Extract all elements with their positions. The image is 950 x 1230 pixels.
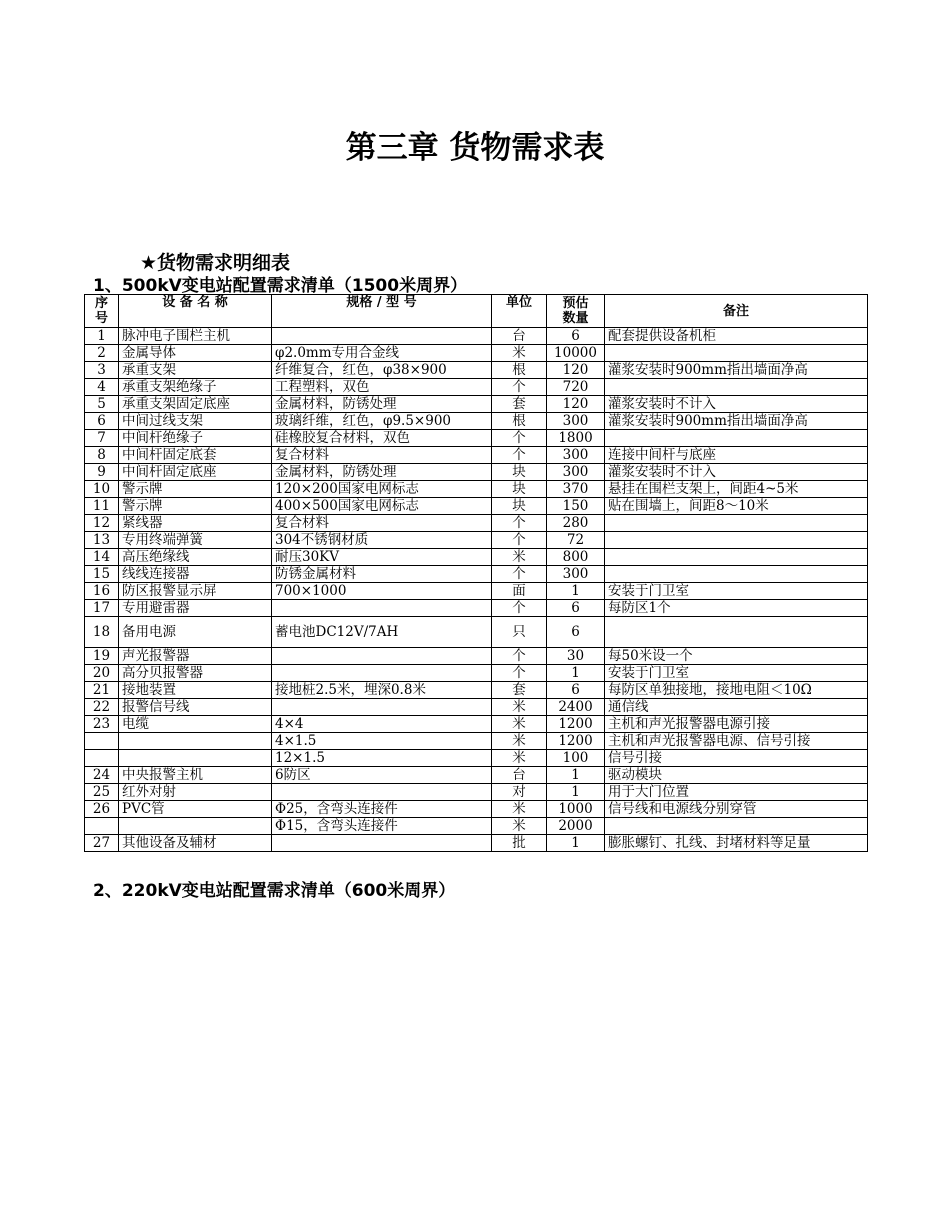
- cell-name: 中间杆固定底套: [119, 447, 272, 464]
- cell-spec: 接地桩2.5米，埋深0.8米: [272, 682, 492, 699]
- table-body: [85, 328, 868, 852]
- cell-qty: 1: [547, 665, 605, 682]
- cell-name: 声光报警器: [119, 648, 272, 665]
- cell-unit: 套: [492, 396, 547, 413]
- cell-no: 17: [85, 600, 119, 617]
- cell-qty: 1: [547, 835, 605, 852]
- cell-unit: 米: [492, 733, 547, 750]
- cell-spec: 4×1.5: [272, 733, 492, 750]
- cell-qty: 1200: [547, 716, 605, 733]
- cell-unit: 根: [492, 413, 547, 430]
- cell-name: 备用电源: [119, 617, 272, 648]
- cell-qty: 800: [547, 549, 605, 566]
- table-row: [85, 600, 868, 617]
- cell-qty: 720: [547, 379, 605, 396]
- cell-remark: 安装于门卫室: [605, 665, 868, 682]
- cell-remark: 连接中间杆与底座: [605, 447, 868, 464]
- cell-qty: 370: [547, 481, 605, 498]
- header-no-line1: 序: [94, 296, 108, 311]
- table-row: [85, 835, 868, 852]
- cell-no: 4: [85, 379, 119, 396]
- cell-qty: 6: [547, 617, 605, 648]
- cell-name: [119, 750, 272, 767]
- header-remark: 备注: [605, 295, 868, 328]
- cell-qty: 300: [547, 566, 605, 583]
- cell-no: 25: [85, 784, 119, 801]
- table-row: [85, 379, 868, 396]
- cell-no: 3: [85, 362, 119, 379]
- cell-unit: 个: [492, 532, 547, 549]
- cell-unit: 根: [492, 362, 547, 379]
- cell-no: 10: [85, 481, 119, 498]
- cell-no: 23: [85, 716, 119, 733]
- cell-remark: [605, 617, 868, 648]
- cell-no: 26: [85, 801, 119, 818]
- chapter-title: 第三章 货物需求表: [345, 130, 605, 166]
- cell-unit: 批: [492, 835, 547, 852]
- cell-no: 9: [85, 464, 119, 481]
- table-row: [85, 716, 868, 733]
- cell-remark: [605, 532, 868, 549]
- cell-qty: 120: [547, 362, 605, 379]
- cell-no: 1: [85, 328, 119, 345]
- cell-qty: 300: [547, 413, 605, 430]
- cell-name: 电缆: [119, 716, 272, 733]
- cell-qty: 1200: [547, 733, 605, 750]
- cell-no: 21: [85, 682, 119, 699]
- cell-unit: 个: [492, 665, 547, 682]
- cell-unit: 块: [492, 464, 547, 481]
- cell-no: [85, 818, 119, 835]
- table-row: [85, 566, 868, 583]
- cell-name: 承重支架: [119, 362, 272, 379]
- cell-unit: 块: [492, 498, 547, 515]
- cell-no: 15: [85, 566, 119, 583]
- cell-spec: 金属材料，防锈处理: [272, 464, 492, 481]
- cell-name: 紧线器: [119, 515, 272, 532]
- cell-name: 防区报警显示屏: [119, 583, 272, 600]
- cell-qty: 300: [547, 464, 605, 481]
- cell-spec: 复合材料: [272, 515, 492, 532]
- cell-spec: 400×500国家电网标志: [272, 498, 492, 515]
- cell-remark: 每50米设一个: [605, 648, 868, 665]
- cell-spec: 防锈金属材料: [272, 566, 492, 583]
- cell-no: 12: [85, 515, 119, 532]
- cell-name: 承重支架固定底座: [119, 396, 272, 413]
- cell-remark: 用于大门位置: [605, 784, 868, 801]
- cell-remark: [605, 379, 868, 396]
- cell-name: 红外对射: [119, 784, 272, 801]
- cell-qty: 300: [547, 447, 605, 464]
- cell-name: [119, 733, 272, 750]
- header-no: [85, 295, 119, 328]
- cell-unit: 米: [492, 699, 547, 716]
- table-row: [85, 617, 868, 648]
- cell-qty: 30: [547, 648, 605, 665]
- cell-remark: 灌浆安装时900mm指出墙面净高: [605, 413, 868, 430]
- cell-no: 19: [85, 648, 119, 665]
- cell-no: 7: [85, 430, 119, 447]
- cell-name: 其他设备及辅材: [119, 835, 272, 852]
- cell-remark: [605, 345, 868, 362]
- cell-qty: 1: [547, 767, 605, 784]
- cell-qty: 280: [547, 515, 605, 532]
- header-spec: 规格 / 型 号: [272, 295, 492, 328]
- cell-qty: 2000: [547, 818, 605, 835]
- cell-unit: 只: [492, 617, 547, 648]
- cell-spec: 700×1000: [272, 583, 492, 600]
- cell-spec: 复合材料: [272, 447, 492, 464]
- cell-no: 18: [85, 617, 119, 648]
- cell-remark: [605, 430, 868, 447]
- cell-qty: 100: [547, 750, 605, 767]
- cell-no: [85, 733, 119, 750]
- cell-no: 8: [85, 447, 119, 464]
- cell-remark: 信号引接: [605, 750, 868, 767]
- header-qty-line1: 预估: [562, 296, 589, 311]
- section2-title: 2、220kV变电站配置需求清单（600米周界）: [93, 881, 456, 901]
- cell-name: 脉冲电子围栏主机: [119, 328, 272, 345]
- cell-remark: 灌浆安装时900mm指出墙面净高: [605, 362, 868, 379]
- table-subtitle: ★货物需求明细表: [140, 252, 291, 274]
- cell-no: 6: [85, 413, 119, 430]
- cell-remark: 每防区单独接地，接地电阻＜10Ω: [605, 682, 868, 699]
- table-row: [85, 549, 868, 566]
- cell-no: 16: [85, 583, 119, 600]
- cell-no: 5: [85, 396, 119, 413]
- cell-unit: 个: [492, 648, 547, 665]
- cell-unit: 米: [492, 818, 547, 835]
- header-name: 设 备 名 称: [119, 295, 272, 328]
- cell-qty: 10000: [547, 345, 605, 362]
- cell-unit: 套: [492, 682, 547, 699]
- cell-spec: 蓄电池DC12V/7AH: [272, 617, 492, 648]
- section1-title: 1、500kV变电站配置需求清单（1500米周界）: [93, 276, 468, 296]
- header-qty: [547, 295, 605, 328]
- cell-spec: 6防区: [272, 767, 492, 784]
- cell-name: 专用避雷器: [119, 600, 272, 617]
- cell-remark: 安装于门卫室: [605, 583, 868, 600]
- table-row: [85, 682, 868, 699]
- cell-spec: Φ25，含弯头连接件: [272, 801, 492, 818]
- cell-unit: 块: [492, 481, 547, 498]
- cell-remark: 贴在围墙上，间距8～10米: [605, 498, 868, 515]
- cell-spec: 304不锈钢材质: [272, 532, 492, 549]
- cell-name: 线线连接器: [119, 566, 272, 583]
- cell-name: PVC管: [119, 801, 272, 818]
- cell-unit: 个: [492, 566, 547, 583]
- cell-no: 11: [85, 498, 119, 515]
- table-row: [85, 515, 868, 532]
- cell-unit: 个: [492, 600, 547, 617]
- cell-name: 中间过线支架: [119, 413, 272, 430]
- cell-qty: 1: [547, 784, 605, 801]
- cell-spec: 硅橡胶复合材料，双色: [272, 430, 492, 447]
- header-unit: 单位: [492, 295, 547, 328]
- cell-qty: 120: [547, 396, 605, 413]
- cell-spec: [272, 835, 492, 852]
- cell-spec: 耐压30KV: [272, 549, 492, 566]
- table-row: [85, 767, 868, 784]
- cell-spec: 120×200国家电网标志: [272, 481, 492, 498]
- table-header-row: [85, 295, 868, 328]
- cell-remark: 主机和声光报警器电源引接: [605, 716, 868, 733]
- cell-unit: 米: [492, 716, 547, 733]
- cell-unit: 个: [492, 430, 547, 447]
- cell-spec: [272, 600, 492, 617]
- cell-spec: [272, 784, 492, 801]
- cell-qty: 1800: [547, 430, 605, 447]
- table-row: [85, 699, 868, 716]
- cell-spec: [272, 328, 492, 345]
- cell-unit: 台: [492, 767, 547, 784]
- cell-remark: 灌浆安装时不计入: [605, 464, 868, 481]
- table-row: [85, 532, 868, 549]
- cell-no: 27: [85, 835, 119, 852]
- cell-no: 13: [85, 532, 119, 549]
- cell-name: 中央报警主机: [119, 767, 272, 784]
- requirements-table: [84, 294, 868, 852]
- header-no-line2: 号: [94, 311, 108, 326]
- cell-no: 20: [85, 665, 119, 682]
- cell-name: 接地装置: [119, 682, 272, 699]
- cell-remark: [605, 515, 868, 532]
- cell-spec: 金属材料，防锈处理: [272, 396, 492, 413]
- cell-no: 14: [85, 549, 119, 566]
- cell-qty: 150: [547, 498, 605, 515]
- cell-no: 2: [85, 345, 119, 362]
- cell-remark: 配套提供设备机柜: [605, 328, 868, 345]
- cell-spec: [272, 699, 492, 716]
- table-row: [85, 396, 868, 413]
- table-row: [85, 665, 868, 682]
- cell-spec: Φ15，含弯头连接件: [272, 818, 492, 835]
- table-row: [85, 362, 868, 379]
- cell-remark: 信号线和电源线分别穿管: [605, 801, 868, 818]
- cell-unit: 米: [492, 801, 547, 818]
- cell-no: 24: [85, 767, 119, 784]
- cell-unit: 面: [492, 583, 547, 600]
- cell-name: 报警信号线: [119, 699, 272, 716]
- cell-name: 承重支架绝缘子: [119, 379, 272, 396]
- cell-spec: φ2.0mm专用合金线: [272, 345, 492, 362]
- cell-name: 金属导体: [119, 345, 272, 362]
- cell-remark: 灌浆安装时不计入: [605, 396, 868, 413]
- table-row: [85, 345, 868, 362]
- cell-name: 警示牌: [119, 498, 272, 515]
- cell-name: 中间杆绝缘子: [119, 430, 272, 447]
- cell-name: 中间杆固定底座: [119, 464, 272, 481]
- cell-unit: 个: [492, 447, 547, 464]
- cell-name: [119, 818, 272, 835]
- cell-remark: 驱动模块: [605, 767, 868, 784]
- cell-unit: 米: [492, 750, 547, 767]
- cell-unit: 米: [492, 549, 547, 566]
- cell-qty: 1: [547, 583, 605, 600]
- table-row: [85, 498, 868, 515]
- table-row: [85, 328, 868, 345]
- table-row: [85, 413, 868, 430]
- cell-qty: 2400: [547, 699, 605, 716]
- cell-spec: 玻璃纤维，红色，φ9.5×900: [272, 413, 492, 430]
- header-qty-line2: 数量: [562, 311, 589, 326]
- cell-qty: 6: [547, 328, 605, 345]
- cell-qty: 72: [547, 532, 605, 549]
- cell-no: 22: [85, 699, 119, 716]
- table-row: [85, 430, 868, 447]
- cell-name: 专用终端弹簧: [119, 532, 272, 549]
- cell-qty: 1000: [547, 801, 605, 818]
- cell-remark: [605, 818, 868, 835]
- cell-unit: 对: [492, 784, 547, 801]
- table-row: [85, 464, 868, 481]
- table-row: [85, 583, 868, 600]
- table-row: [85, 447, 868, 464]
- cell-unit: 个: [492, 379, 547, 396]
- cell-remark: [605, 566, 868, 583]
- table-row: [85, 648, 868, 665]
- cell-spec: 纤维复合，红色，φ38×900: [272, 362, 492, 379]
- cell-no: [85, 750, 119, 767]
- table-row: [85, 784, 868, 801]
- cell-qty: 6: [547, 682, 605, 699]
- table-row: [85, 818, 868, 835]
- cell-remark: 悬挂在围栏支架上，间距4~5米: [605, 481, 868, 498]
- table-row: [85, 801, 868, 818]
- cell-qty: 6: [547, 600, 605, 617]
- cell-remark: [605, 549, 868, 566]
- table-row: [85, 481, 868, 498]
- cell-spec: 工程塑料，双色: [272, 379, 492, 396]
- cell-unit: 米: [492, 345, 547, 362]
- cell-name: 警示牌: [119, 481, 272, 498]
- cell-remark: 通信线: [605, 699, 868, 716]
- cell-unit: 台: [492, 328, 547, 345]
- cell-spec: [272, 665, 492, 682]
- cell-remark: 每防区1个: [605, 600, 868, 617]
- cell-unit: 个: [492, 515, 547, 532]
- cell-spec: 12×1.5: [272, 750, 492, 767]
- table-row: [85, 750, 868, 767]
- cell-remark: 主机和声光报警器电源、信号引接: [605, 733, 868, 750]
- cell-name: 高分贝报警器: [119, 665, 272, 682]
- table-row: [85, 733, 868, 750]
- cell-spec: 4×4: [272, 716, 492, 733]
- cell-name: 高压绝缘线: [119, 549, 272, 566]
- cell-spec: [272, 648, 492, 665]
- cell-remark: 膨胀螺钉、扎线、封堵材料等足量: [605, 835, 868, 852]
